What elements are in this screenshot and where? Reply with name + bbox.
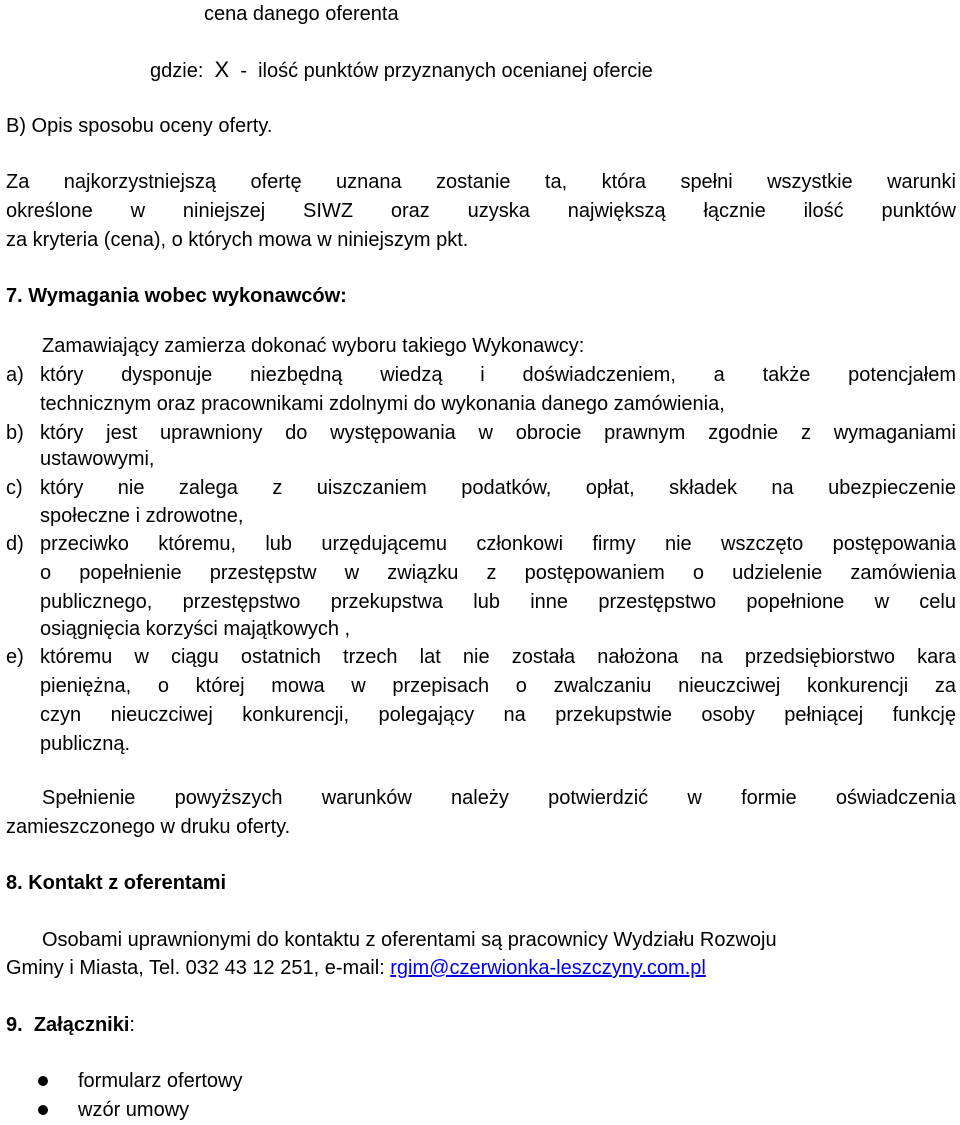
requirement-label: e) [6, 646, 24, 668]
attachment-item: wzór umowy [78, 1099, 190, 1121]
requirement-line: technicznym oraz pracownikami zdolnymi do wykonania danego zamówienia, [40, 393, 725, 415]
requirement-line: o popełnienie przestępstw w związku z postępowaniem o udzielenie zamówienia [40, 562, 956, 584]
contact-line: Osobami uprawnionymi do kontaktu z oferentami są pracownicy Wydziału Rozwoju [42, 929, 777, 951]
formula-x-symbol: X [214, 57, 230, 82]
requirement-line: pieniężna, o której mowa w przepisach o zwalczaniu nieuczciwej konkurencji za [40, 675, 956, 697]
requirement-line: publiczną. [40, 733, 131, 755]
contact-line-2 [6, 954, 956, 983]
requirement-label: b) [6, 422, 24, 444]
attachment-item: formularz ofertowy [78, 1070, 243, 1092]
section-9-number: 9. [6, 1014, 23, 1036]
formula-denominator: cena danego oferenta [204, 3, 399, 25]
section-b-paragraph-line: za kryteria (cena), o których mowa w niniejszym pkt. [6, 229, 469, 251]
requirement-line: publicznego, przestępstwo przekupstwa lub inne przestępstwo popełnione w celu [40, 591, 956, 613]
section-9-colon: : [129, 1014, 135, 1036]
section-8-heading: 8. Kontakt z oferentami [6, 872, 227, 894]
requirement-line: czyn nieuczciwej konkurencji, polegający na przekupstwie osoby pełniącej funkcję [40, 704, 956, 726]
requirement-label: c) [6, 477, 23, 499]
formula-x-description: ilość punktów przyznanych ocenianej ofercie [258, 60, 653, 82]
section-b-heading: B) Opis sposobu oceny oferty. [6, 115, 273, 137]
email-link[interactable]: rgim@czerwionka-leszczyny.com.pl [390, 957, 706, 979]
requirement-line: osiągnięcia korzyści majątkowych , [40, 618, 351, 640]
section-7-heading: 7. Wymagania wobec wykonawców: [6, 285, 347, 307]
bullet-icon [38, 1076, 48, 1086]
requirement-line: któremu w ciągu ostatnich trzech lat nie została nałożona na przedsiębiorstwo kara [40, 646, 956, 668]
requirement-line: ustawowymi, [40, 448, 155, 470]
section-7-closing-line: Spełnienie powyższych warunków należy potwierdzić w formie oświadczenia [42, 787, 956, 809]
requirement-line: przeciwko któremu, lub urzędującemu członkowi firmy nie wszczęto postępowania [40, 533, 956, 555]
requirement-line: który jest uprawniony do występowania w obrocie prawnym zgodnie z wymaganiami [40, 422, 956, 444]
formula-dash: - [240, 60, 247, 82]
section-7-closing-line: zamieszczonego w druku oferty. [6, 816, 291, 838]
section-b-paragraph-line: Za najkorzystniejszą ofertę uznana zostanie ta, która spełni wszystkie warunki [6, 171, 956, 193]
bullet-icon [38, 1105, 48, 1115]
contact-phone-text: Gminy i Miasta, Tel. 032 43 12 251, e-mail: [6, 957, 391, 979]
section-7-intro: Zamawiający zamierza dokonać wyboru takiego Wykonawcy: [42, 335, 585, 357]
formula-where-label: gdzie: [150, 60, 204, 82]
section-9-heading [6, 1011, 956, 1040]
formula-where-line [150, 55, 956, 86]
section-9-title: Załączniki [33, 1014, 130, 1036]
requirement-line: społeczne i zdrowotne, [40, 505, 244, 527]
requirement-label: a) [6, 364, 24, 386]
requirement-label: d) [6, 533, 24, 555]
requirement-line: który nie zalega z uiszczaniem podatków, opłat, składek na ubezpieczenie [40, 477, 956, 499]
requirement-line: który dysponuje niezbędną wiedzą i doświadczeniem, a także potencjałem [40, 364, 956, 386]
section-b-paragraph-line: określone w niniejszej SIWZ oraz uzyska największą łącznie ilość punktów [6, 200, 956, 222]
